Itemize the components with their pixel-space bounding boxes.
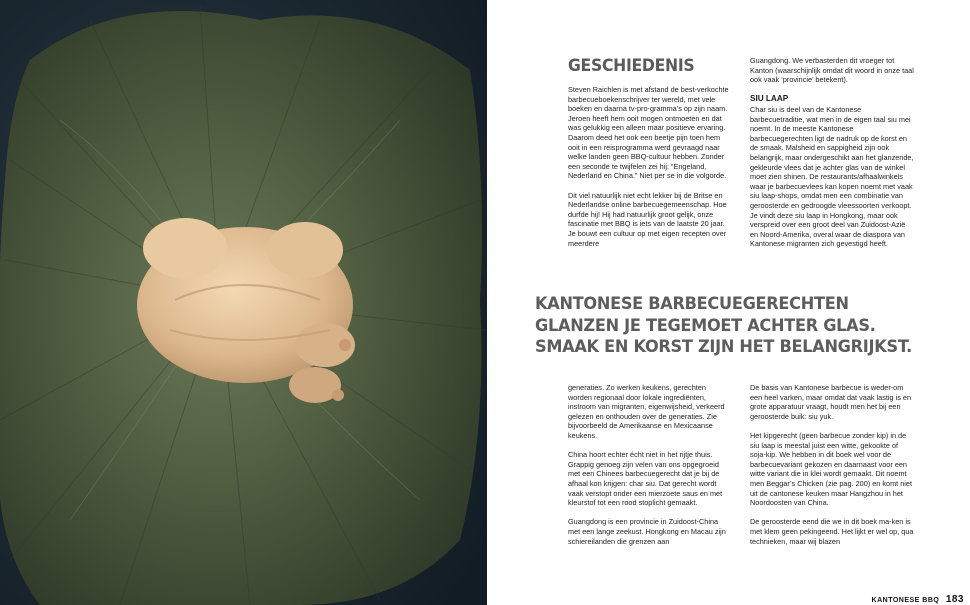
paragraph: Het kipgerecht (geen barbecue zonder kip) in de siu laap is meestal juist een witte, gekookte of soja-kip. We hebben in dit boek wel voor de barbecuevariant gekozen en daarnaast voor een witte variant die in klei wordt gemaakt. Dit noemt men Beggar’s Chicken (zie pag. 200) en komt niet uit de cantonese keuken maar Hangzhou in het Noordoosten van China. bbox=[750, 430, 912, 508]
pull-quote-line: SMAAK EN KORST ZIJN HET BELANGRIJKST. bbox=[535, 337, 912, 357]
paragraph: China hoort echter écht niet in het rijtje thuis. Grappig genoeg zijn velen van ons opgegroeid met een Chinees barbecuegerecht dat je bij de afhaal kon krijgen: char siu. Dat gerecht wordt vaak verstopt onder een mierzoete saus en met kleurstof tot een rood stoplicht gemaakt. bbox=[568, 450, 723, 508]
page-footer bbox=[872, 594, 964, 605]
paragraph: generaties. Zo werken keukens, gerechten worden regionaal door lokale ingrediënten, instroom van migranten, eigenwijsheid, verkeerd gelezen en onthouden over de generaties. Zie bijvoorbeeld de Amerikaanse en Mexicaanse keukens. bbox=[568, 383, 725, 440]
paragraph: Dit viel natuurlijk niet echt lekker bij de Britse en Nederlandse online barbecuegemeenschap. Hoe durfde hij! Hij had natuurlijk groot gelijk, onze fascinatie met BBQ is iets van de laatste 20 jaar. Je bouwt een cultuur op met eigen recepten over meerdere bbox=[568, 190, 727, 248]
text-page bbox=[487, 0, 970, 605]
paragraph: De basis van Kantonese barbecue is weder-om een heel varken, maar omdat dat vaak lastig is en grote apparatuur vraagt, houdt men het bij een geroosterde buik: siu yuk. bbox=[750, 383, 912, 421]
subheading: SIU LAAP bbox=[750, 94, 789, 104]
section-heading: GESCHIEDENIS bbox=[568, 56, 695, 76]
paragraph: Steven Raichlen is met afstand de best-verkochte barbecueboekenschrijver ter wereld, met vele boeken en daarna tv-pro-gramma’s op zijn naam. Jeroen heeft hem ooit mogen ontmoeten en dat was gelukkig een alleen maar positieve ervaring. Daarom deed het ook een beetje pijn toen hem ooit in een reisprogramma werd gevraagd naar welke landen geen BBQ-cultuur hebben. Zonder een seconde te twijfelen zei hij: “Engeland, Nederland en China.” Niet per se in die volgorde. bbox=[568, 85, 729, 181]
pull-quote-line: KANTONESE BARBECUEGERECHTEN bbox=[535, 294, 849, 314]
page-number: 183 bbox=[945, 594, 964, 605]
pull-quote bbox=[535, 294, 955, 359]
paragraph: Char siu is deel van de Kantonese barbecuetraditie, wat men in de eigen taal siu mei noemt. In de meeste Kantonese barbecuegerechten ligt de nadruk op de korst en de smaak. Malsheid en sappigheid zijn ook belangrijk, maar ondergeschikt aan het glanzende, gekleurde vlees dat je achter glas van de winkel moet zien shinen. De restaurants/afhaalwinkels waar je barbecuevlees kan kopen noemt met vaak siu laap-shops, omdat men een combinatie van geroosterde en gedroogde vleessoorten verkoopt. Je vindt deze siu laap in Hongkong, maar ook verspreid over een groot deel van Zuidoost-Azië en Noord-Amerika, overal waar de diaspora van Kantonese migranten zich gevestigd heeft. bbox=[750, 104, 914, 249]
column-left-bottom bbox=[568, 383, 731, 556]
paragraph: Guangdong. We verbasterden dit vroeger tot Kanton (waarschijnlijk omdat dit woord in onze taal ook vaak ‘provincie’ betekent). bbox=[750, 56, 914, 85]
column-left-top bbox=[568, 85, 731, 258]
footer-label: KANTONESE BBQ bbox=[871, 597, 940, 604]
paragraph: De geroosterde eend die we in dit boek ma-ken is met klem geen pekingeend. Het lijkt er wel op, qua technieken, maar wij blazen bbox=[750, 517, 914, 546]
column-right-top bbox=[750, 56, 915, 258]
pull-quote-line: GLANZEN JE TEGEMOET ACHTER GLAS. bbox=[535, 315, 876, 336]
column-right-bottom bbox=[750, 383, 915, 556]
paragraph: Guangdong is een provincie in Zuidoost-China met een lange zeekust. Hongkong en Macau zijn schiereilanden die grenzen aan bbox=[568, 517, 726, 546]
